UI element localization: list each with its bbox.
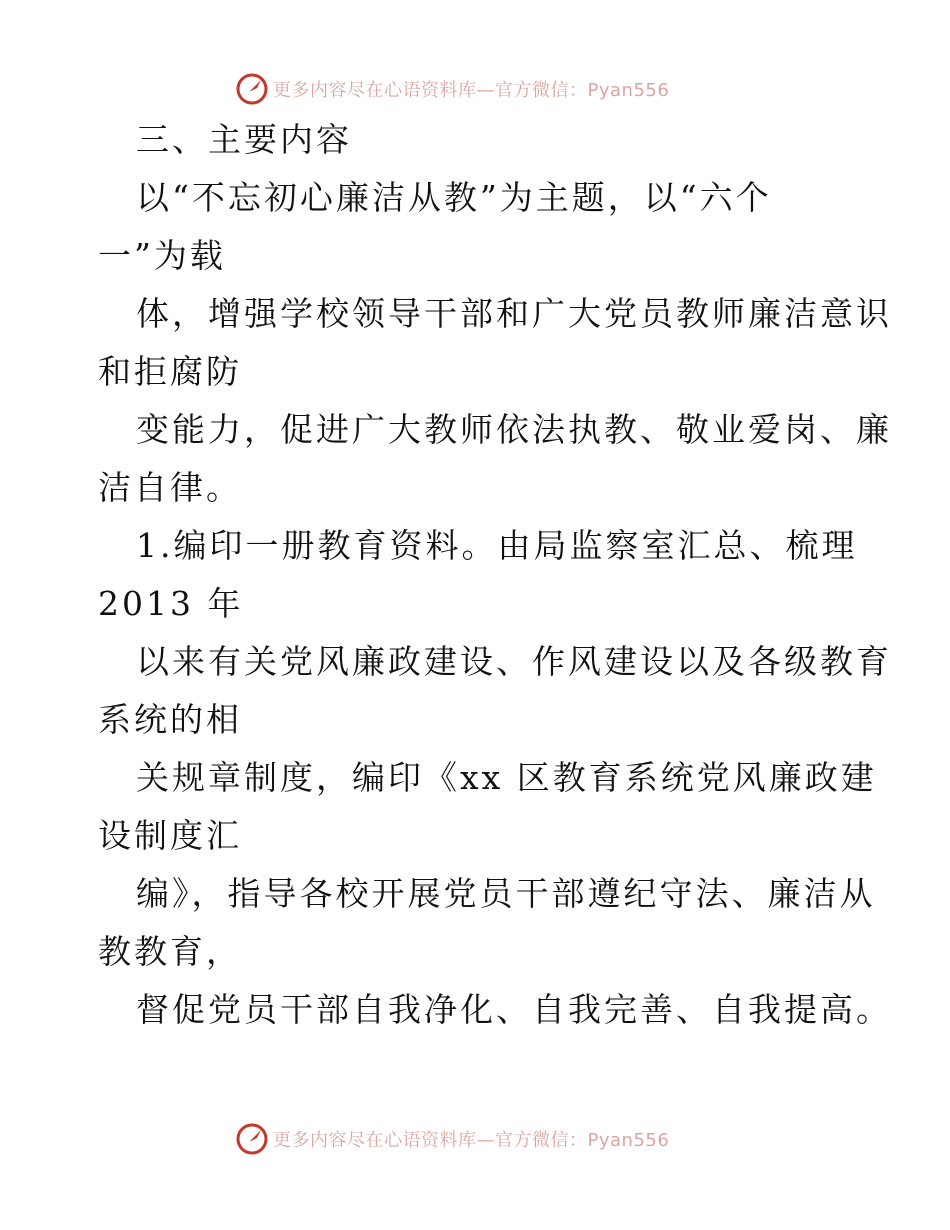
text-line: 督促党员干部自我净化、自我完善、自我提高。 xyxy=(136,990,892,1029)
feather-logo-icon xyxy=(235,1122,269,1156)
text-line: 一”为载 xyxy=(98,236,226,275)
text-line: 洁自律。 xyxy=(98,468,242,507)
text-line: 系统的相 xyxy=(98,700,242,739)
text-line: 2013 年 xyxy=(98,584,244,623)
text-line: 教教育， xyxy=(98,932,242,971)
text-line: 编》，指导各校开展党员干部遵纪守法、廉洁从 xyxy=(136,874,876,913)
header-watermark xyxy=(235,72,669,106)
footer-watermark xyxy=(235,1122,669,1156)
text-line: 设制度汇 xyxy=(98,816,242,855)
watermark-text: 更多内容尽在心语资料库—官方微信：Pyan556 xyxy=(273,1130,670,1151)
text-line: 体，增强学校领导干部和广大党员教师廉洁意识 xyxy=(136,294,892,333)
watermark-text: 更多内容尽在心语资料库—官方微信：Pyan556 xyxy=(273,80,670,101)
section-heading: 三、主要内容 xyxy=(136,120,352,159)
text-line: 变能力，促进广大教师依法执教、敬业爱岗、廉 xyxy=(136,410,892,449)
text-line: 关规章制度，编印《xx 区教育系统党风廉政建 xyxy=(136,758,877,797)
text-line: 和拒腐防 xyxy=(98,352,242,391)
feather-logo-icon xyxy=(235,72,269,106)
text-line: 以“不忘初心廉洁从教”为主题，以“六个 xyxy=(136,178,772,217)
text-line: 1.编印一册教育资料。由局监察室汇总、梳理 xyxy=(136,526,858,565)
text-line: 以来有关党风廉政建设、作风建设以及各级教育 xyxy=(136,642,892,681)
